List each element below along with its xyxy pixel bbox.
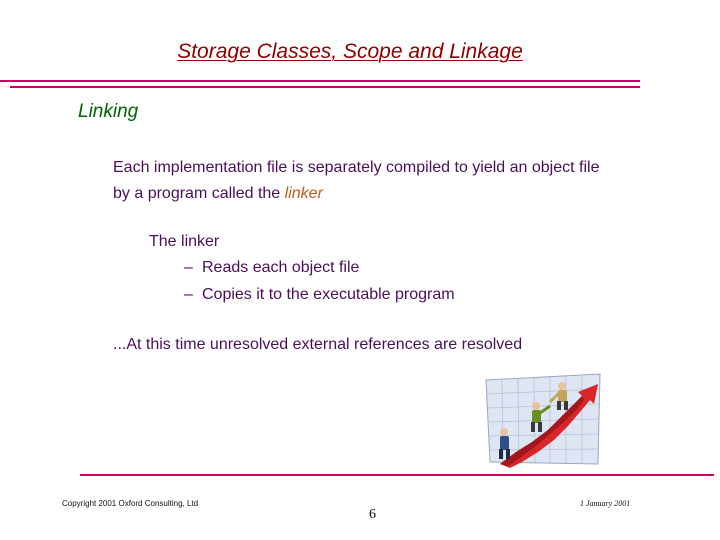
bullet-item — [184, 259, 359, 277]
linker-emphasis: linker — [284, 185, 323, 202]
bullet-dash: – — [184, 259, 193, 276]
footer-date: 1 January 2001 — [580, 499, 631, 508]
bullet-text: Reads each object file — [202, 259, 360, 276]
resolution-note: ...At this time unresolved external references are resolved — [113, 336, 523, 353]
paragraph-line-2 — [113, 181, 599, 207]
paragraph-line-1: Each implementation file is separately compiled to yield an object file — [113, 159, 600, 176]
footer-copyright: Copyright 2001 Oxford Consulting, Ltd — [62, 499, 199, 508]
bullet-dash: – — [184, 286, 193, 303]
bullet-item — [184, 286, 455, 304]
bullet-text: Copies it to the executable program — [202, 286, 455, 303]
businesspeople-climbing-red-arrow-chart — [482, 372, 604, 468]
page-number: 6 — [369, 507, 376, 522]
footer-divider — [80, 474, 714, 476]
paragraph-line-2-prefix: by a program called the — [113, 185, 285, 202]
title-divider — [0, 80, 640, 82]
slide-title: Storage Classes, Scope and Linkage — [177, 40, 523, 63]
compile-paragraph — [113, 155, 599, 207]
linker-heading: The linker — [149, 233, 220, 250]
section-heading: Linking — [78, 101, 139, 122]
title-divider-secondary — [10, 86, 640, 88]
